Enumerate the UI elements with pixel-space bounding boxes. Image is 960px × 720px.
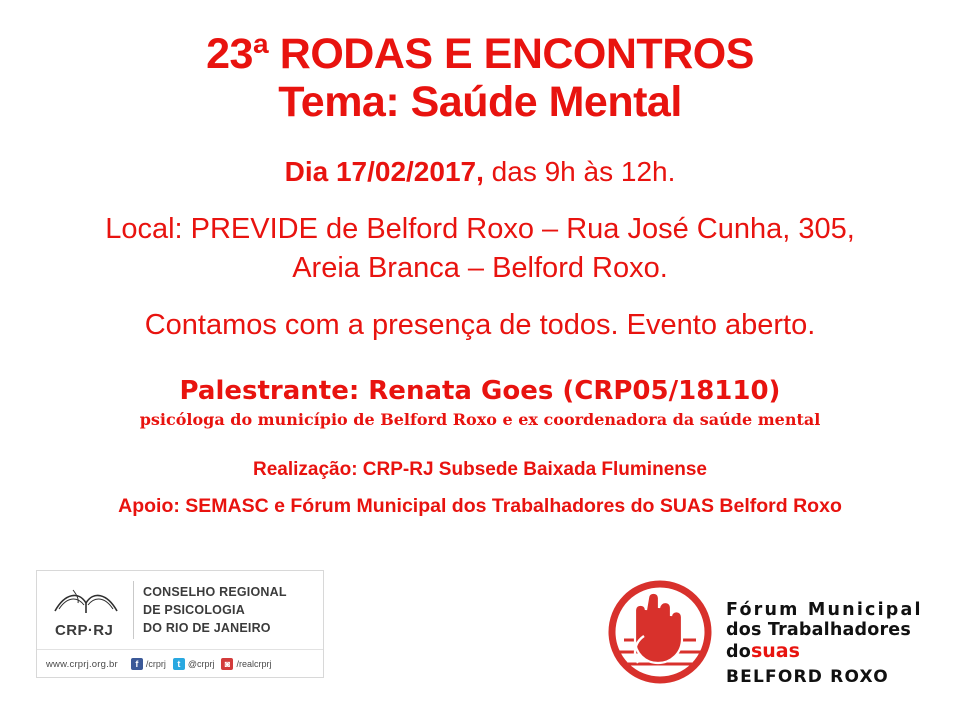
supporters-line: Apoio: SEMASC e Fórum Municipal dos Trabalhadores do SUAS Belford Roxo — [118, 494, 842, 517]
twitter-icon: t — [173, 658, 185, 670]
crp-text-line-2: DE PSICOLOGIA — [143, 602, 245, 617]
crp-text-line-1: CONSELHO REGIONAL — [143, 584, 287, 599]
forum-line-2-text: dos Trabalhadores do — [726, 620, 911, 662]
event-location — [24, 210, 936, 287]
crp-wordmark: CRP·RJ — [55, 622, 114, 639]
twitter-link[interactable] — [173, 658, 215, 670]
raised-fist-icon — [604, 578, 716, 686]
instagram-icon: ◙ — [221, 658, 233, 670]
crp-logo-footer — [37, 649, 323, 678]
instagram-link[interactable] — [221, 658, 271, 670]
crp-text-line-3: DO RIO DE JANEIRO — [143, 621, 271, 636]
crp-open-book-icon — [45, 579, 131, 641]
forum-line-2 — [726, 620, 936, 662]
location-line-1: Local: PREVIDE de Belford Roxo – Rua José Cunha, 305, — [105, 213, 855, 246]
poster-title — [24, 30, 936, 126]
facebook-icon: f — [131, 658, 143, 670]
event-date-line — [24, 156, 936, 188]
title-line-2: Tema: Saúde Mental — [278, 78, 682, 127]
crp-website: www.crprj.org.br — [46, 658, 118, 670]
forum-line-1: Fórum Municipal — [726, 600, 923, 620]
speaker-name: Palestrante: Renata Goes (CRP05/18110) — [179, 375, 781, 406]
facebook-link[interactable] — [131, 658, 166, 670]
organizer-line: Realização: CRP-RJ Subsede Baixada Fluminense — [252, 458, 708, 480]
forum-wordmark — [726, 600, 936, 687]
crp-rj-logo — [36, 570, 324, 678]
crp-logo-divider — [133, 581, 134, 639]
title-line-1: 23ª RODAS E ENCONTROS — [206, 30, 754, 78]
crp-logo-top — [37, 571, 323, 649]
speaker-description: psicóloga do município de Belford Roxo e ex coordenadora da saúde mental — [139, 409, 821, 429]
instagram-handle: /realcrprj — [236, 659, 272, 669]
logos-row — [0, 566, 960, 706]
forum-suas-text: suas — [750, 640, 800, 662]
location-line-2: Areia Branca – Belford Roxo. — [292, 251, 668, 284]
event-invitation: Contamos com a presença de todos. Evento aberto. — [144, 308, 816, 341]
forum-line-3: BELFORD ROXO — [726, 667, 889, 687]
twitter-handle: @crprj — [187, 659, 215, 669]
forum-municipal-logo — [604, 578, 934, 690]
crp-logo-text — [143, 583, 287, 637]
event-date: Dia 17/02/2017, — [284, 156, 484, 188]
event-time: das 9h às 12h. — [483, 156, 676, 188]
facebook-handle: /crprj — [145, 659, 166, 669]
